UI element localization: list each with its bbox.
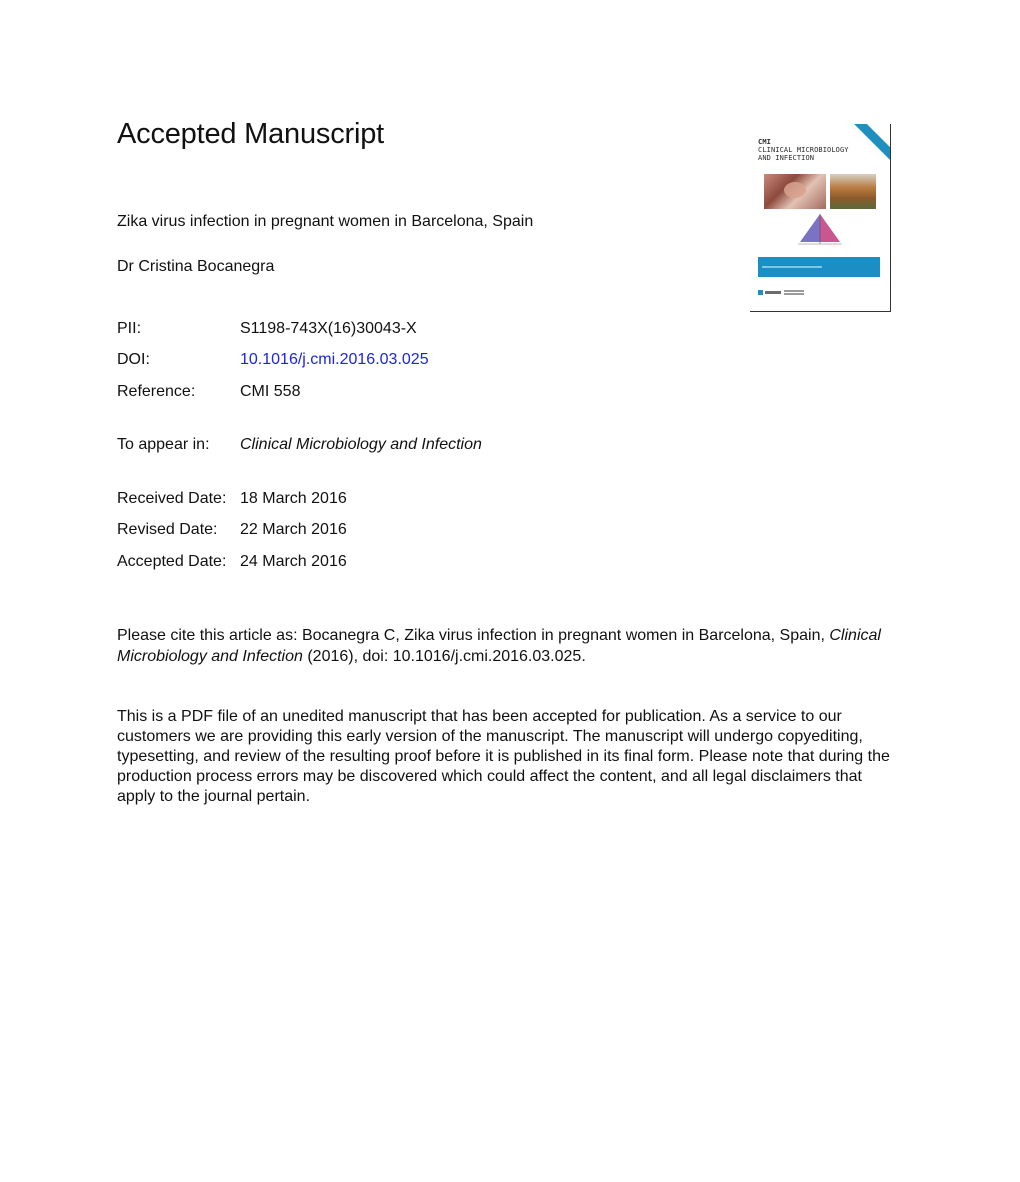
- cover-publisher-logo: [758, 288, 808, 297]
- journal-cover-image: [750, 124, 891, 312]
- cover-photo-scene: [830, 174, 876, 209]
- cover-brand-short: CMI: [758, 138, 771, 146]
- received-date-value: 18 March 2016: [240, 490, 347, 507]
- revised-date-value: 22 March 2016: [240, 521, 347, 538]
- cover-title-bar: [758, 257, 880, 277]
- appear-in-label: To appear in:: [117, 436, 210, 453]
- citation-prefix: Please cite this article as: Bocanegra C, Zika virus infection in pregnant women in Barcelona, Spain,: [117, 627, 825, 644]
- article-title: Zika virus infection in pregnant women in Barcelona, Spain: [117, 213, 534, 230]
- cover-brand-line1: CLINICAL MICROBIOLOGY: [758, 146, 849, 154]
- citation-journal: Clinical Microbiology and Infection: [117, 627, 881, 665]
- disclaimer-paragraph: This is a PDF file of an unedited manuscript that has been accepted for publication. As a service to our customers we are providing this early version of the manuscript. The manuscript will undergo copyediting, typesetting, and review of the resulting proof before it is published in its final form. Please note that during the production process errors may be discovered which could affect the content, and all legal disclaimers that apply to the journal pertain.: [117, 708, 890, 805]
- accepted-date-label: Accepted Date:: [117, 553, 227, 570]
- revised-date-label: Revised Date:: [117, 521, 218, 538]
- cover-population-pyramid: [794, 212, 846, 248]
- cover-brand-line2: AND INFECTION: [758, 154, 815, 162]
- doi-label: DOI:: [117, 351, 150, 368]
- doi-link[interactable]: 10.1016/j.cmi.2016.03.025: [240, 351, 429, 368]
- appear-in-journal: Clinical Microbiology and Infection: [240, 436, 482, 453]
- citation-suffix: (2016), doi: 10.1016/j.cmi.2016.03.025.: [307, 648, 586, 665]
- reference-label: Reference:: [117, 383, 196, 400]
- page-title: Accepted Manuscript: [117, 118, 384, 150]
- received-date-label: Received Date:: [117, 490, 227, 507]
- cover-photo-hands: [764, 174, 826, 209]
- author-name: Dr Cristina Bocanegra: [117, 258, 275, 275]
- pii-label: PII:: [117, 320, 142, 337]
- accepted-date-value: 24 March 2016: [240, 553, 347, 570]
- cover-ribbon: [847, 124, 891, 166]
- cover-brand: [758, 138, 849, 162]
- pii-value: S1198-743X(16)30043-X: [240, 320, 417, 337]
- reference-value: CMI 558: [240, 383, 301, 400]
- citation-paragraph: [117, 625, 897, 667]
